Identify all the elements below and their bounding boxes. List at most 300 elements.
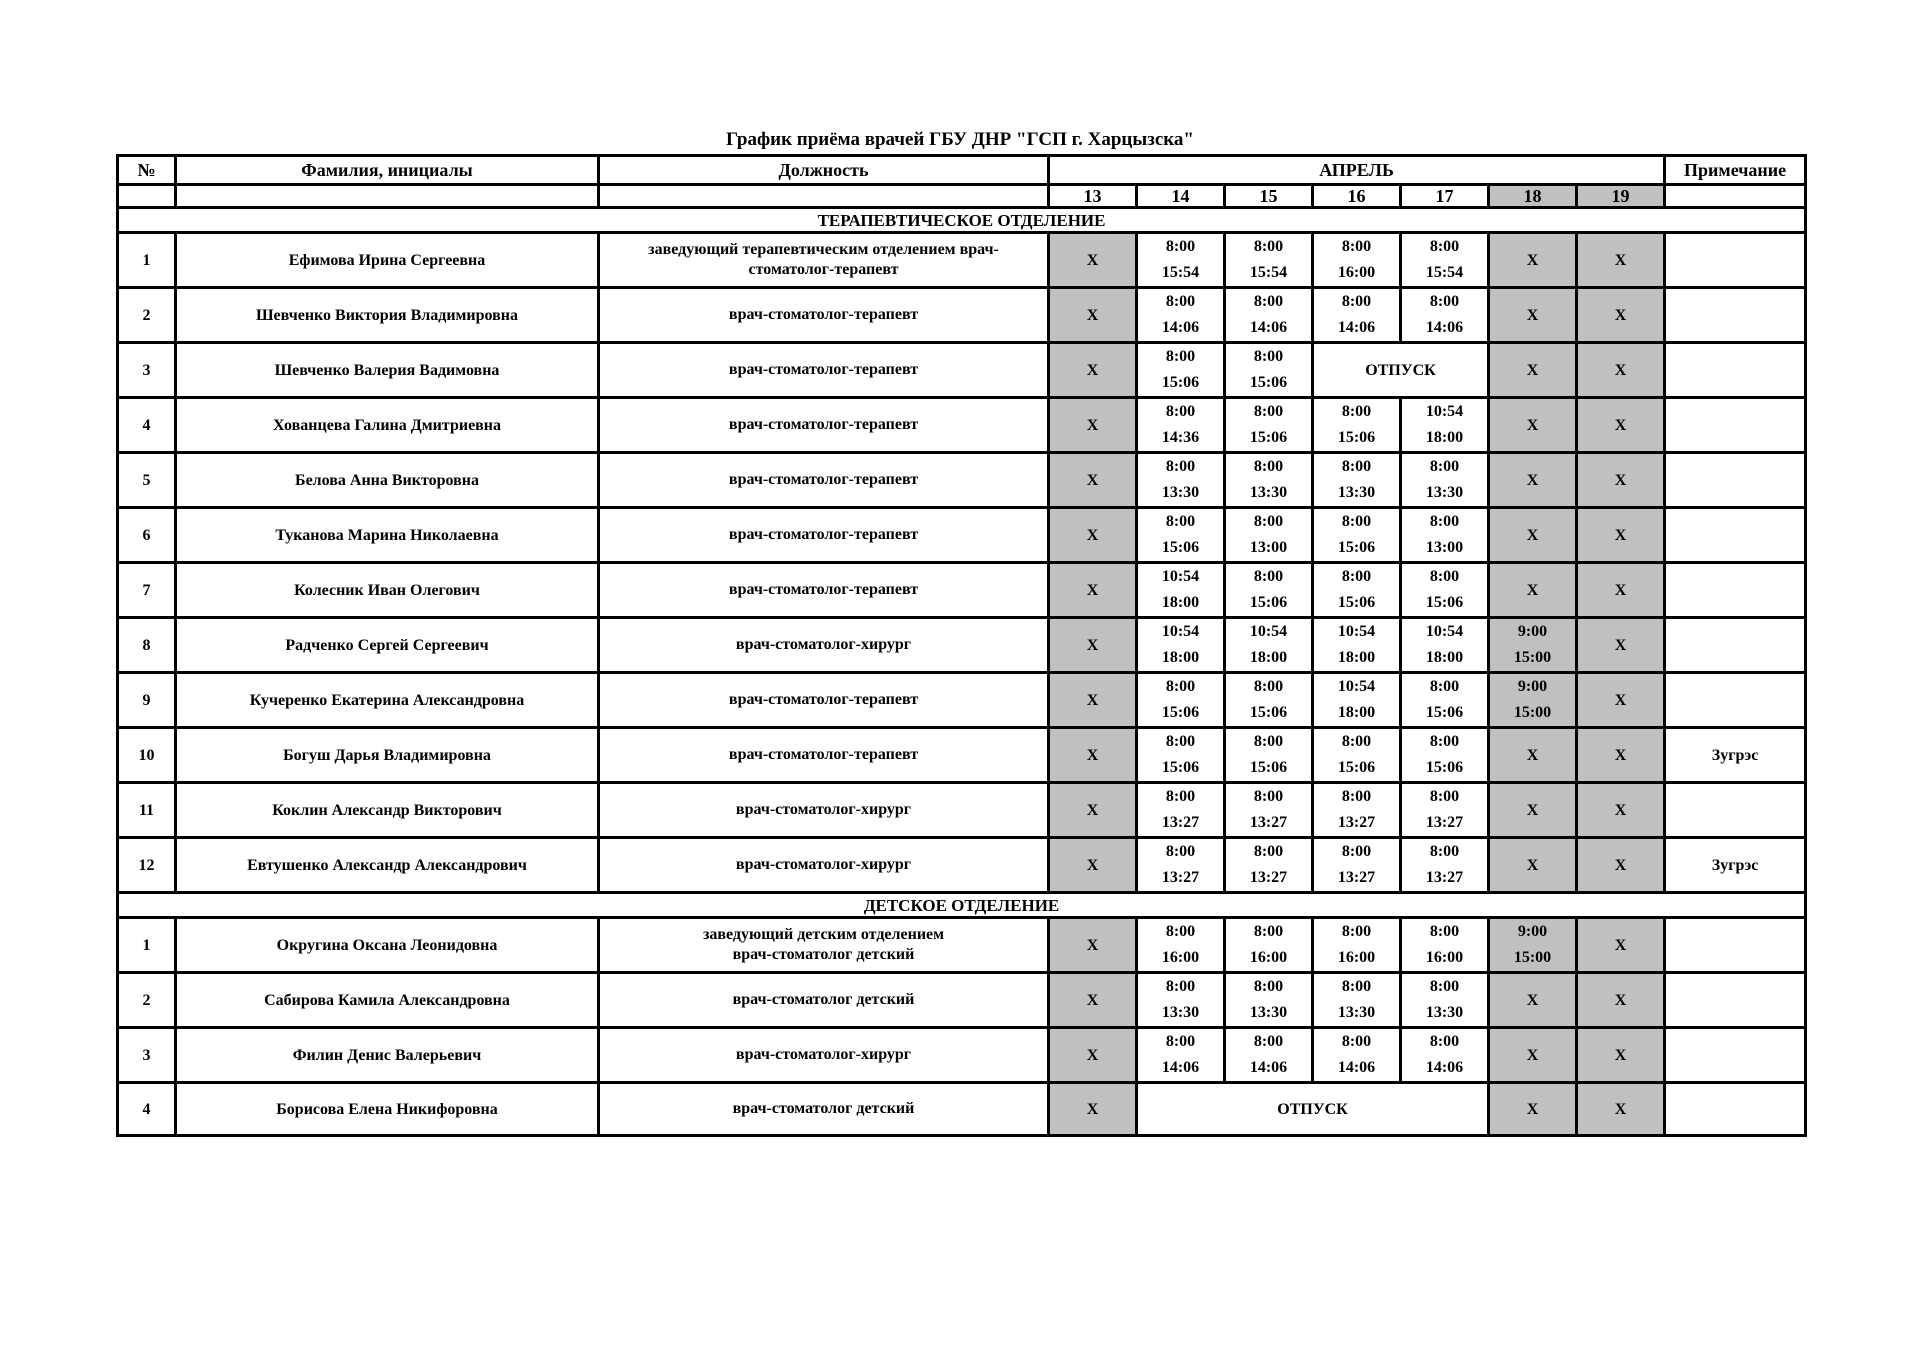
doctor-note xyxy=(1665,783,1806,838)
time-cell xyxy=(1489,618,1577,673)
time-to: 13:30 xyxy=(1337,484,1376,501)
time-cell xyxy=(1313,973,1401,1028)
time-to: 18:00 xyxy=(1161,649,1200,666)
doctor-num: 6 xyxy=(118,508,176,563)
day-off-cell: X xyxy=(1049,783,1137,838)
day-off-cell: X xyxy=(1489,233,1577,288)
time-cell xyxy=(1313,918,1401,973)
doctor-name: Богуш Дарья Владимировна xyxy=(176,728,599,783)
time-to: 15:06 xyxy=(1337,429,1376,446)
time-to: 18:00 xyxy=(1425,429,1464,446)
doctor-position xyxy=(599,398,1049,453)
header-blank xyxy=(599,185,1049,208)
header-row xyxy=(118,156,1806,185)
day-off-cell: X xyxy=(1049,728,1137,783)
vacation-cell: ОТПУСК xyxy=(1313,343,1489,398)
doctor-note xyxy=(1665,918,1806,973)
time-from: 8:00 xyxy=(1429,978,1460,995)
doctor-row xyxy=(118,398,1806,453)
position-line: врач-стоматолог-хирург xyxy=(735,636,912,653)
position-line: заведующий детским отделением xyxy=(702,926,945,943)
time-cell xyxy=(1401,673,1489,728)
day-off-cell: X xyxy=(1049,1028,1137,1083)
time-to: 16:00 xyxy=(1425,949,1464,966)
time-cell xyxy=(1313,233,1401,288)
time-cell xyxy=(1401,618,1489,673)
doctor-num: 10 xyxy=(118,728,176,783)
time-cell xyxy=(1313,783,1401,838)
time-cell xyxy=(1401,288,1489,343)
day-off-cell: X xyxy=(1489,508,1577,563)
doctor-row xyxy=(118,783,1806,838)
time-to: 13:27 xyxy=(1161,814,1200,831)
header-day: 17 xyxy=(1401,185,1489,208)
header-note: Примечание xyxy=(1665,156,1806,185)
time-cell xyxy=(1313,508,1401,563)
time-cell xyxy=(1401,973,1489,1028)
time-to: 13:00 xyxy=(1249,539,1288,556)
time-from: 8:00 xyxy=(1253,678,1284,695)
time-from: 8:00 xyxy=(1253,923,1284,940)
day-off-cell: X xyxy=(1489,838,1577,893)
section-title: ТЕРАПЕВТИЧЕСКОЕ ОТДЕЛЕНИЕ xyxy=(118,208,1806,233)
day-off-cell: X xyxy=(1049,673,1137,728)
time-to: 14:36 xyxy=(1161,429,1200,446)
time-cell xyxy=(1137,233,1225,288)
doctor-note xyxy=(1665,1083,1806,1136)
time-to: 13:30 xyxy=(1161,484,1200,501)
day-off-cell: X xyxy=(1489,288,1577,343)
doctor-position xyxy=(599,508,1049,563)
time-from: 10:54 xyxy=(1161,568,1200,585)
time-to: 14:06 xyxy=(1425,319,1464,336)
doctor-row xyxy=(118,233,1806,288)
time-cell xyxy=(1401,838,1489,893)
doctor-row xyxy=(118,1083,1806,1136)
doctor-position xyxy=(599,453,1049,508)
time-from: 8:00 xyxy=(1165,788,1196,805)
time-cell xyxy=(1137,563,1225,618)
header-position: Должность xyxy=(599,156,1049,185)
position-line: врач-стоматолог-терапевт xyxy=(728,526,919,543)
time-from: 8:00 xyxy=(1429,238,1460,255)
time-from: 8:00 xyxy=(1253,733,1284,750)
time-cell xyxy=(1225,508,1313,563)
time-from: 10:54 xyxy=(1337,678,1376,695)
doctor-num: 3 xyxy=(118,343,176,398)
day-off-cell: X xyxy=(1577,838,1665,893)
time-to: 13:27 xyxy=(1249,869,1288,886)
time-to: 16:00 xyxy=(1337,264,1376,281)
doctor-row xyxy=(118,918,1806,973)
time-to: 14:06 xyxy=(1337,1059,1376,1076)
time-to: 13:27 xyxy=(1249,814,1288,831)
time-from: 8:00 xyxy=(1253,568,1284,585)
doctor-note xyxy=(1665,973,1806,1028)
day-off-cell: X xyxy=(1577,673,1665,728)
doctor-num: 11 xyxy=(118,783,176,838)
time-cell xyxy=(1401,1028,1489,1083)
time-from: 8:00 xyxy=(1165,458,1196,475)
time-to: 14:06 xyxy=(1161,1059,1200,1076)
time-to: 15:06 xyxy=(1161,759,1200,776)
position-line: врач-стоматолог детский xyxy=(732,946,915,963)
time-cell xyxy=(1225,398,1313,453)
time-from: 8:00 xyxy=(1429,788,1460,805)
time-to: 15:06 xyxy=(1337,759,1376,776)
doctor-name: Кучеренко Екатерина Александровна xyxy=(176,673,599,728)
time-cell xyxy=(1225,783,1313,838)
time-to: 13:30 xyxy=(1249,484,1288,501)
position-line: врач-стоматолог детский xyxy=(732,1100,915,1117)
time-cell xyxy=(1401,508,1489,563)
doctor-note xyxy=(1665,673,1806,728)
time-from: 8:00 xyxy=(1165,513,1196,530)
doctor-num: 7 xyxy=(118,563,176,618)
position-line: заведующий терапевтическим отделением врач- xyxy=(648,241,999,258)
time-to: 14:06 xyxy=(1249,319,1288,336)
position-line: врач-стоматолог-терапевт xyxy=(728,581,919,598)
day-off-cell: X xyxy=(1049,453,1137,508)
time-to: 13:30 xyxy=(1337,1004,1376,1021)
time-from: 8:00 xyxy=(1253,843,1284,860)
doctor-position xyxy=(599,618,1049,673)
day-off-cell: X xyxy=(1577,728,1665,783)
time-from: 8:00 xyxy=(1429,843,1460,860)
time-to: 13:30 xyxy=(1425,1004,1464,1021)
doctor-name: Ефимова Ирина Сергеевна xyxy=(176,233,599,288)
day-off-cell: X xyxy=(1489,783,1577,838)
day-off-cell: X xyxy=(1577,508,1665,563)
day-off-cell: X xyxy=(1489,1083,1577,1136)
time-from: 8:00 xyxy=(1341,788,1372,805)
time-cell xyxy=(1225,673,1313,728)
doctor-num: 9 xyxy=(118,673,176,728)
doctor-row xyxy=(118,618,1806,673)
doctor-row xyxy=(118,508,1806,563)
time-from: 8:00 xyxy=(1429,568,1460,585)
time-from: 8:00 xyxy=(1165,733,1196,750)
time-cell xyxy=(1313,288,1401,343)
day-off-cell: X xyxy=(1489,343,1577,398)
time-cell xyxy=(1225,343,1313,398)
time-from: 8:00 xyxy=(1341,513,1372,530)
time-to: 14:06 xyxy=(1161,319,1200,336)
time-from: 8:00 xyxy=(1253,978,1284,995)
header-day: 16 xyxy=(1313,185,1401,208)
header-blank xyxy=(1665,185,1806,208)
time-to: 15:06 xyxy=(1337,594,1376,611)
section-title: ДЕТСКОЕ ОТДЕЛЕНИЕ xyxy=(118,893,1806,918)
doctor-name: Радченко Сергей Сергеевич xyxy=(176,618,599,673)
time-from: 10:54 xyxy=(1161,623,1200,640)
doctor-num: 1 xyxy=(118,233,176,288)
time-to: 15:06 xyxy=(1161,374,1200,391)
doctor-position xyxy=(599,288,1049,343)
header-day: 19 xyxy=(1577,185,1665,208)
doctor-name: Борисова Елена Никифоровна xyxy=(176,1083,599,1136)
time-from: 10:54 xyxy=(1249,623,1288,640)
doctor-note xyxy=(1665,233,1806,288)
time-to: 15:00 xyxy=(1513,949,1552,966)
doctor-name: Коклин Александр Викторович xyxy=(176,783,599,838)
time-from: 8:00 xyxy=(1429,293,1460,310)
position-line: врач-стоматолог-терапевт xyxy=(728,471,919,488)
document-title: График приёма врачей ГБУ ДНР "ГСП г. Харцызска" xyxy=(726,129,1194,150)
day-off-cell: X xyxy=(1049,1083,1137,1136)
header-days-row xyxy=(118,185,1806,208)
day-off-cell: X xyxy=(1049,918,1137,973)
time-from: 8:00 xyxy=(1165,293,1196,310)
time-from: 10:54 xyxy=(1425,623,1464,640)
time-from: 8:00 xyxy=(1429,923,1460,940)
time-cell xyxy=(1313,1028,1401,1083)
day-off-cell: X xyxy=(1577,1083,1665,1136)
time-from: 8:00 xyxy=(1165,348,1196,365)
time-cell xyxy=(1401,398,1489,453)
time-cell xyxy=(1225,563,1313,618)
time-cell xyxy=(1137,838,1225,893)
time-cell xyxy=(1313,673,1401,728)
doctor-row xyxy=(118,728,1806,783)
time-cell xyxy=(1137,728,1225,783)
time-from: 8:00 xyxy=(1253,403,1284,420)
day-off-cell: X xyxy=(1049,398,1137,453)
doctor-name: Евтушенко Александр Александрович xyxy=(176,838,599,893)
doctor-name: Округина Оксана Леонидовна xyxy=(176,918,599,973)
day-off-cell: X xyxy=(1577,288,1665,343)
time-from: 8:00 xyxy=(1429,733,1460,750)
doctor-note xyxy=(1665,508,1806,563)
time-to: 14:06 xyxy=(1249,1059,1288,1076)
header-name: Фамилия, инициалы xyxy=(176,156,599,185)
time-to: 18:00 xyxy=(1249,649,1288,666)
time-cell xyxy=(1137,508,1225,563)
doctor-note xyxy=(1665,1028,1806,1083)
header-day: 18 xyxy=(1489,185,1577,208)
doctor-position xyxy=(599,343,1049,398)
doctor-position xyxy=(599,838,1049,893)
doctor-position xyxy=(599,563,1049,618)
time-from: 8:00 xyxy=(1341,843,1372,860)
position-line: врач-стоматолог-терапевт xyxy=(728,306,919,323)
time-to: 14:06 xyxy=(1425,1059,1464,1076)
doctor-num: 12 xyxy=(118,838,176,893)
time-from: 10:54 xyxy=(1337,623,1376,640)
time-to: 13:30 xyxy=(1249,1004,1288,1021)
time-from: 10:54 xyxy=(1425,403,1464,420)
position-line: врач-стоматолог-терапевт xyxy=(728,361,919,378)
time-from: 8:00 xyxy=(1253,348,1284,365)
time-from: 8:00 xyxy=(1341,238,1372,255)
time-cell xyxy=(1137,618,1225,673)
vacation-cell: ОТПУСК xyxy=(1137,1083,1489,1136)
time-cell xyxy=(1137,288,1225,343)
doctor-num: 4 xyxy=(118,398,176,453)
doctor-num: 5 xyxy=(118,453,176,508)
header-num: № xyxy=(118,156,176,185)
time-from: 8:00 xyxy=(1165,978,1196,995)
doctor-note: Зугрэс xyxy=(1665,728,1806,783)
time-cell xyxy=(1137,918,1225,973)
time-to: 13:27 xyxy=(1425,814,1464,831)
day-off-cell: X xyxy=(1049,618,1137,673)
day-off-cell: X xyxy=(1489,453,1577,508)
doctor-position xyxy=(599,673,1049,728)
day-off-cell: X xyxy=(1049,838,1137,893)
day-off-cell: X xyxy=(1577,233,1665,288)
time-to: 15:06 xyxy=(1337,539,1376,556)
doctor-note xyxy=(1665,453,1806,508)
time-cell xyxy=(1137,398,1225,453)
time-cell xyxy=(1401,783,1489,838)
schedule-table xyxy=(116,154,1807,1137)
time-cell xyxy=(1225,1028,1313,1083)
time-cell xyxy=(1401,233,1489,288)
time-cell xyxy=(1137,343,1225,398)
day-off-cell: X xyxy=(1049,343,1137,398)
day-off-cell: X xyxy=(1489,563,1577,618)
day-off-cell: X xyxy=(1577,398,1665,453)
position-line: врач-стоматолог-терапевт xyxy=(728,416,919,433)
doctor-position xyxy=(599,1028,1049,1083)
time-from: 8:00 xyxy=(1341,923,1372,940)
section-row xyxy=(118,893,1806,918)
time-cell xyxy=(1137,453,1225,508)
doctor-position xyxy=(599,973,1049,1028)
position-line: врач-стоматолог-хирург xyxy=(735,801,912,818)
time-from: 8:00 xyxy=(1341,1033,1372,1050)
time-from: 9:00 xyxy=(1517,678,1548,695)
time-from: 8:00 xyxy=(1429,678,1460,695)
day-off-cell: X xyxy=(1049,288,1137,343)
time-cell xyxy=(1225,618,1313,673)
time-to: 15:06 xyxy=(1249,374,1288,391)
doctor-note xyxy=(1665,563,1806,618)
day-off-cell: X xyxy=(1489,728,1577,783)
time-cell xyxy=(1313,453,1401,508)
time-from: 8:00 xyxy=(1165,403,1196,420)
time-to: 15:06 xyxy=(1249,759,1288,776)
time-cell xyxy=(1137,783,1225,838)
time-cell xyxy=(1489,918,1577,973)
time-cell xyxy=(1137,673,1225,728)
time-from: 8:00 xyxy=(1341,458,1372,475)
doctor-name: Хованцева Галина Дмитриевна xyxy=(176,398,599,453)
day-off-cell: X xyxy=(1577,973,1665,1028)
time-to: 16:00 xyxy=(1337,949,1376,966)
time-cell xyxy=(1225,728,1313,783)
time-cell xyxy=(1401,918,1489,973)
day-off-cell: X xyxy=(1577,1028,1665,1083)
time-from: 8:00 xyxy=(1341,293,1372,310)
time-to: 15:06 xyxy=(1425,594,1464,611)
time-to: 15:00 xyxy=(1513,704,1552,721)
time-from: 8:00 xyxy=(1165,843,1196,860)
doctor-row xyxy=(118,453,1806,508)
time-from: 8:00 xyxy=(1165,238,1196,255)
time-cell xyxy=(1489,673,1577,728)
time-to: 16:00 xyxy=(1249,949,1288,966)
time-cell xyxy=(1401,563,1489,618)
doctor-position xyxy=(599,1083,1049,1136)
doctor-position xyxy=(599,728,1049,783)
day-off-cell: X xyxy=(1489,1028,1577,1083)
doctor-row xyxy=(118,1028,1806,1083)
doctor-num: 4 xyxy=(118,1083,176,1136)
time-from: 8:00 xyxy=(1165,1033,1196,1050)
time-cell xyxy=(1137,1028,1225,1083)
time-cell xyxy=(1225,233,1313,288)
time-to: 15:54 xyxy=(1425,264,1464,281)
time-cell xyxy=(1401,453,1489,508)
time-cell xyxy=(1225,918,1313,973)
header-blank xyxy=(118,185,176,208)
doctor-note xyxy=(1665,398,1806,453)
time-to: 15:54 xyxy=(1161,264,1200,281)
time-to: 13:27 xyxy=(1161,869,1200,886)
header-blank xyxy=(176,185,599,208)
time-from: 8:00 xyxy=(1341,978,1372,995)
doctor-num: 2 xyxy=(118,288,176,343)
time-cell xyxy=(1401,728,1489,783)
day-off-cell: X xyxy=(1049,563,1137,618)
time-from: 8:00 xyxy=(1165,678,1196,695)
time-from: 9:00 xyxy=(1517,923,1548,940)
header-day: 13 xyxy=(1049,185,1137,208)
doctor-row xyxy=(118,343,1806,398)
time-from: 8:00 xyxy=(1429,1033,1460,1050)
day-off-cell: X xyxy=(1577,783,1665,838)
day-off-cell: X xyxy=(1577,453,1665,508)
time-to: 15:06 xyxy=(1249,594,1288,611)
doctor-row xyxy=(118,673,1806,728)
time-from: 8:00 xyxy=(1253,458,1284,475)
position-line: стоматолог-терапевт xyxy=(748,261,899,278)
doctor-num: 3 xyxy=(118,1028,176,1083)
doctor-row xyxy=(118,973,1806,1028)
time-cell xyxy=(1225,288,1313,343)
doctor-row xyxy=(118,288,1806,343)
position-line: врач-стоматолог-терапевт xyxy=(728,691,919,708)
time-to: 15:00 xyxy=(1513,649,1552,666)
time-to: 15:06 xyxy=(1161,704,1200,721)
day-off-cell: X xyxy=(1049,508,1137,563)
day-off-cell: X xyxy=(1049,233,1137,288)
time-from: 8:00 xyxy=(1253,293,1284,310)
time-from: 9:00 xyxy=(1517,623,1548,640)
time-to: 13:30 xyxy=(1161,1004,1200,1021)
doctor-name: Шевченко Валерия Вадимовна xyxy=(176,343,599,398)
day-off-cell: X xyxy=(1577,343,1665,398)
header-month: АПРЕЛЬ xyxy=(1049,156,1665,185)
day-off-cell: X xyxy=(1049,973,1137,1028)
time-to: 15:06 xyxy=(1161,539,1200,556)
position-line: врач-стоматолог-терапевт xyxy=(728,746,919,763)
time-from: 8:00 xyxy=(1253,238,1284,255)
time-cell xyxy=(1313,728,1401,783)
doctor-name: Туканова Марина Николаевна xyxy=(176,508,599,563)
header-day: 15 xyxy=(1225,185,1313,208)
time-to: 15:06 xyxy=(1425,759,1464,776)
header-day: 14 xyxy=(1137,185,1225,208)
day-off-cell: X xyxy=(1577,918,1665,973)
time-to: 15:06 xyxy=(1425,704,1464,721)
time-to: 18:00 xyxy=(1161,594,1200,611)
day-off-cell: X xyxy=(1489,973,1577,1028)
time-to: 18:00 xyxy=(1337,649,1376,666)
time-to: 13:30 xyxy=(1425,484,1464,501)
